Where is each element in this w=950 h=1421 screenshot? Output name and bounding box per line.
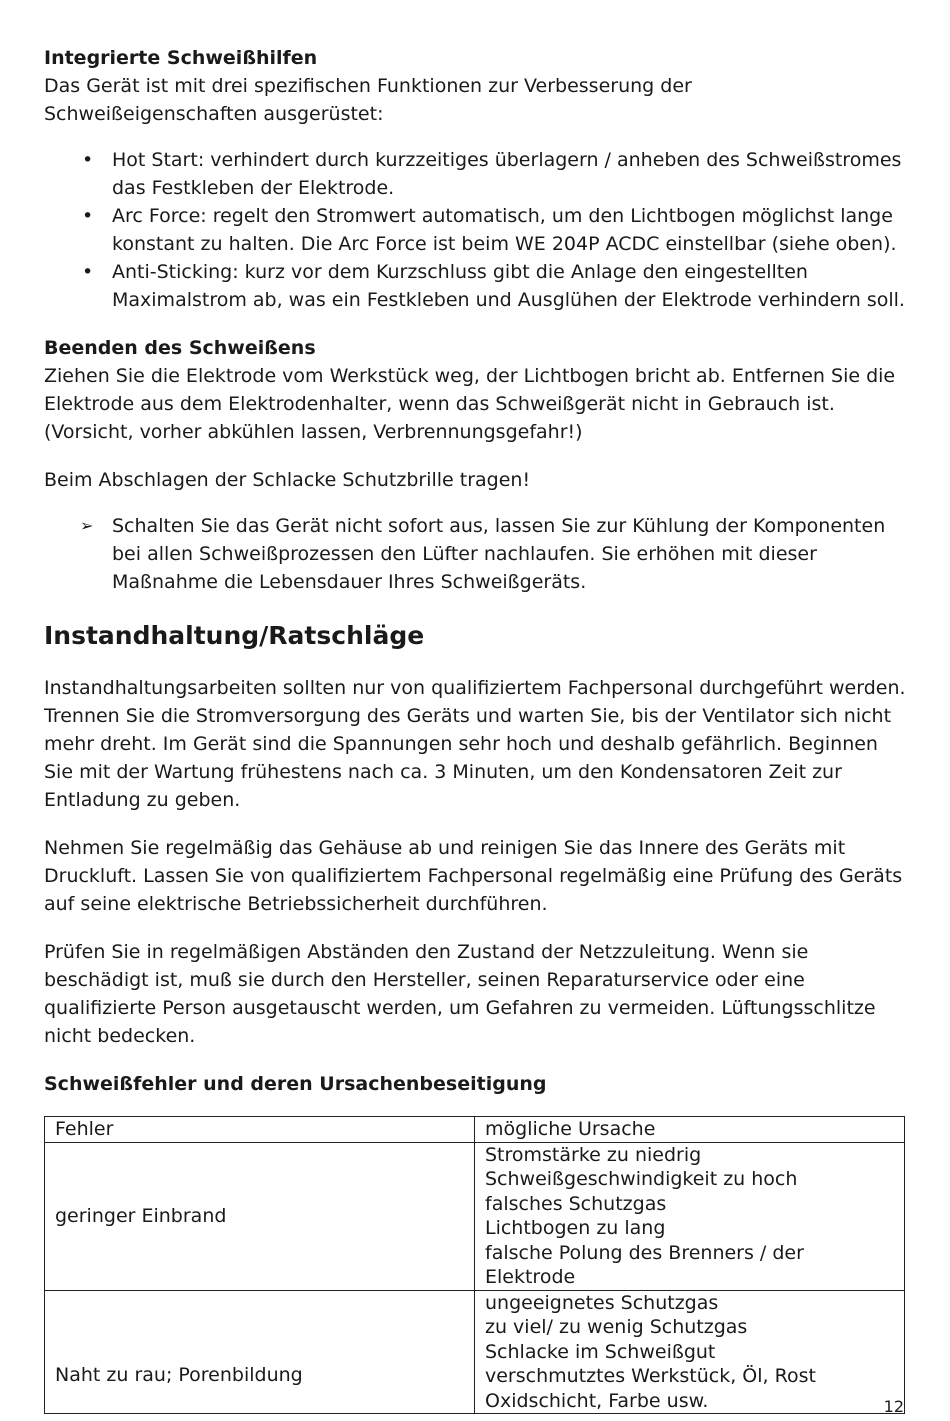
instandhaltung-paragraph-1: Instandhaltungsarbeiten sollten nur von qualifiziertem Fachpersonal durchgeführt werden. Trennen Sie die Stromversorgung des Geräts und warten Sie, bis der Ventilator sich nicht mehr dreht. Im Gerät sind die Spannungen sehr hoch und deshalb gefährlich. Beginnen Sie mit der Wartung frühestens nach ca. 3 Minuten, um den Kondensatoren Zeit zur Entladung zu geben. [44,677,906,811]
table-row [45,1142,905,1290]
list-item: • Anti-Sticking: kurz vor dem Kurzschluss gibt die Anlage den eingestellten Maximalstrom ab, was ein Festkleben und Ausglühen der Elektrode verhindern soll. [44,258,906,314]
list-item: • Arc Force: regelt den Stromwert automatisch, um den Lichtbogen möglichst lange konstant zu halten. Die Arc Force ist beim WE 204P ACDC einstellbar (siehe oben). [44,202,906,258]
heading-schweisshilfen: Integrierte Schweißhilfen [44,47,318,69]
instandhaltung-paragraph-2: Nehmen Sie regelmäßig das Gehäuse ab und reinigen Sie das Innere des Geräts mit Druckluft. Lassen Sie von qualifiziertem Fachpersonal regelmäßig eine Prüfung des Geräts auf seine elektrische Betriebssicherheit durchführen. [44,837,903,915]
bullet-icon: • [82,205,94,227]
arrow-bullet-icon: ➢ [80,516,94,535]
table-cell-fehler: Naht zu rau; Porenbildung [45,1290,475,1414]
list-item: ➢ Schalten Sie das Gerät nicht sofort aus, lassen Sie zur Kühlung der Komponenten bei allen Schweißprozessen den Lüfter nachlaufen. Sie erhöhen mit dieser Maßnahme die Lebensdauer Ihres Schweißgeräts. [44,512,906,596]
table-header-ursache: mögliche Ursache [475,1117,905,1143]
schutzbrille-paragraph: Beim Abschlagen der Schlacke Schutzbrille tragen! [44,469,531,491]
bullet-icon: • [82,149,94,171]
beenden-paragraph: Ziehen Sie die Elektrode vom Werkstück weg, der Lichtbogen bricht ab. Entfernen Sie die Elektrode aus dem Elektrodenhalter, wenn das Schweißgerät nicht in Gebrauch ist. (Vorsicht, vorher abkühlen lassen, Verbrennungsgefahr!) [44,365,896,443]
schweisshilfen-list [44,146,906,314]
table-cell-fehler: geringer Einbrand [45,1142,475,1290]
heading-beenden: Beenden des Schweißens [44,337,316,359]
page-content [44,44,906,1414]
heading-schweissfehler: Schweißfehler und deren Ursachenbeseitigung [44,1073,547,1095]
instandhaltung-paragraph-3: Prüfen Sie in regelmäßigen Abständen den Zustand der Netzzuleitung. Wenn sie beschädigt ist, muß sie durch den Hersteller, seinen Reparaturservice oder eine qualifizierte Person ausgetauscht werden, um Gefahren zu vermeiden. Lüftungsschlitze nicht bedecken. [44,941,876,1047]
table-cell-ursachen: ungeeignetes Schutzgas zu viel/ zu wenig Schutzgas Schlacke im Schweißgut verschmutztes Werkstück, Öl, Rost Oxidschicht, Farbe usw. [475,1290,905,1414]
table-header-fehler: Fehler [45,1117,475,1143]
intro-paragraph: Das Gerät ist mit drei spezifischen Funktionen zur Verbesserung der Schweißeigenschaften ausgerüstet: [44,75,692,125]
bullet-icon: • [82,261,94,283]
list-item: • Hot Start: verhindert durch kurzzeitiges überlagern / anheben des Schweißstromes das Festkleben der Elektrode. [44,146,906,202]
table-header-row [45,1117,905,1143]
table-row [45,1290,905,1414]
section-title-instandhaltung: Instandhaltung/Ratschläge [44,621,425,650]
table-cell-ursachen: Stromstärke zu niedrig Schweißgeschwindigkeit zu hoch falsches Schutzgas Lichtbogen zu lang falsche Polung des Brenners / der Elektrode [475,1142,905,1290]
schweissfehler-table [44,1116,905,1414]
hinweis-list [44,512,906,596]
page-number: 12 [883,1397,904,1416]
